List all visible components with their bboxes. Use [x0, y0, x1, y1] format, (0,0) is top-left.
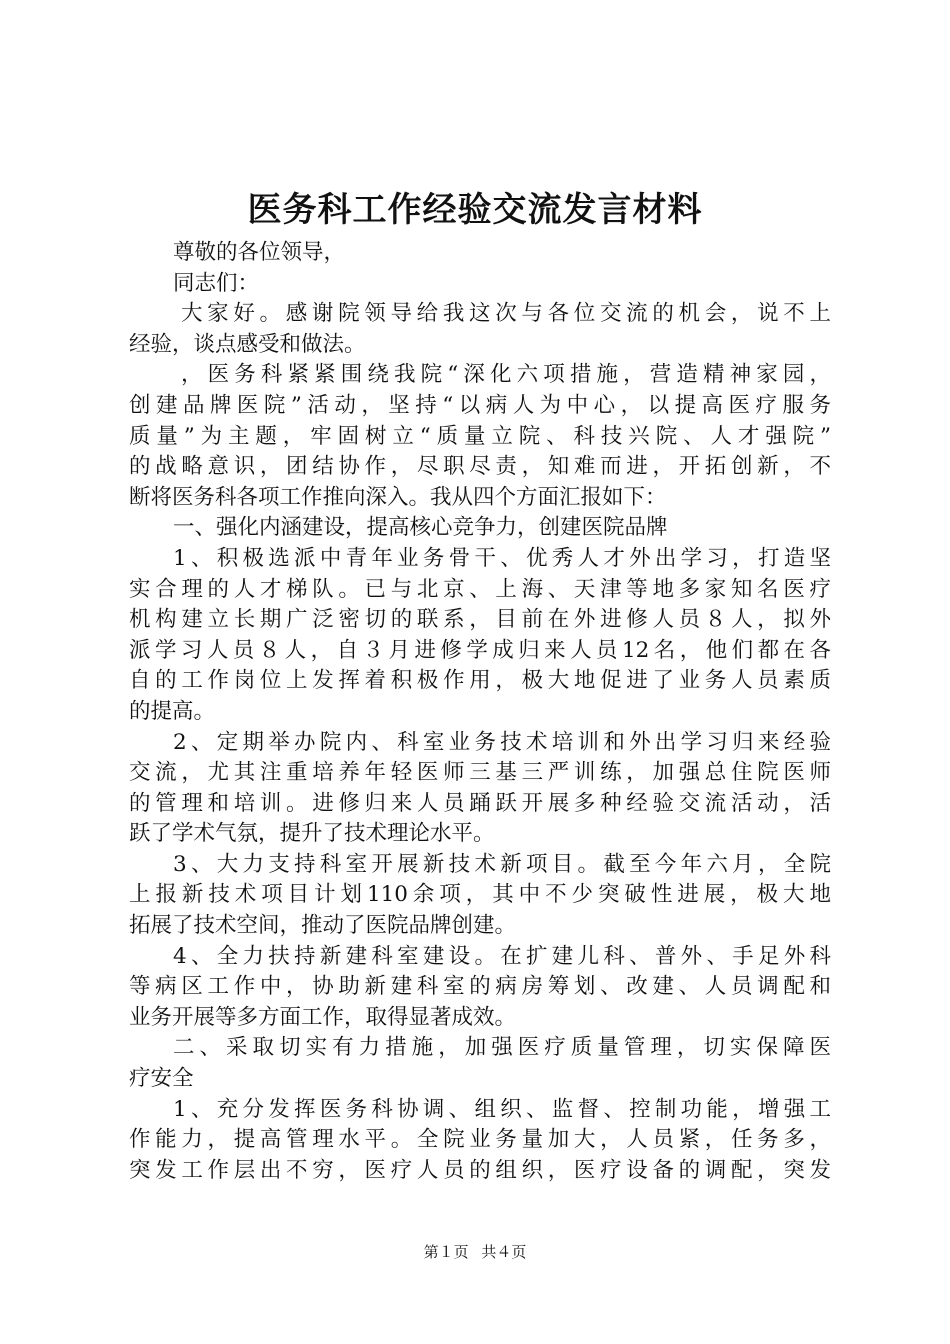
paragraph-line: 质量”为主题，牢固树立“质量立院、科技兴院、人才强院” [129, 423, 831, 449]
paragraph-line: 的提高。 [129, 698, 216, 724]
salutation-line: 尊敬的各位领导， [173, 240, 346, 265]
paragraph-line: 上报新技术项目计划110余项，其中不少突破性进展，极大地 [129, 882, 831, 908]
paragraph-line: 经验，谈点感受和做法。 [129, 331, 366, 357]
paragraph-line: 创建品牌医院”活动，坚持“以病人为中心，以提高医疗服务 [129, 392, 831, 418]
paragraph-line: 作能力，提高管理水平。全院业务量加大，人员紧，任务多， [129, 1127, 831, 1153]
paragraph-line: 大家好。感谢院领导给我这次与各位交流的机会，说不上 [181, 301, 831, 327]
paragraph-line: 突发工作层出不穷，医疗人员的组织，医疗设备的调配，突发 [129, 1157, 831, 1183]
paragraph-line: ，医务科紧紧围绕我院“深化六项措施，营造精神家园， [181, 362, 831, 388]
section-heading: 一、强化内涵建设，提高核心竞争力，创建医院品牌 [173, 515, 668, 541]
paragraph-line: 4、全力扶持新建科室建设。在扩建儿科、普外、手足外科 [173, 943, 831, 969]
paragraph-line: 机构建立长期广泛密切的联系，目前在外进修人员８人，拟外 [129, 607, 831, 633]
paragraph-line: 实合理的人才梯队。已与北京、上海、天津等地多家知名医疗 [129, 576, 831, 602]
paragraph-line: 1、积极选派中青年业务骨干、优秀人才外出学习，打造坚 [173, 545, 831, 571]
paragraph-line: 断将医务科各项工作推向深入。我从四个方面汇报如下： [129, 484, 667, 510]
paragraph-line: 2、定期举办院内、科室业务技术培训和外出学习归来经验 [173, 729, 831, 755]
paragraph-line: 业务开展等多方面工作，取得显著成效。 [129, 1004, 517, 1030]
paragraph-line: 3、大力支持科室开展新技术新项目。截至今年六月，全院 [173, 851, 831, 877]
salutation-line: 同志们： [173, 270, 260, 296]
paragraph-line: 的管理和培训。进修归来人员踊跃开展多种经验交流活动，活 [129, 790, 831, 816]
paragraph-line: 的战略意识，团结协作，尽职尽责，知难而进，开拓创新，不 [129, 454, 831, 480]
paragraph-line: 等病区工作中，协助新建科室的病房筹划、改建、人员调配和 [129, 974, 831, 1000]
paragraph-line: 自的工作岗位上发挥着积极作用，极大地促进了业务人员素质 [129, 668, 831, 694]
paragraph-line: 交流，尤其注重培养年轻医师三基三严训练，加强总住院医师 [129, 760, 831, 786]
document-body [129, 238, 831, 1186]
page-total: 共４页 [481, 1243, 527, 1261]
document-title: 医务科工作经验交流发言材料 [247, 190, 703, 230]
paragraph-line: 1、充分发挥医务科协调、组织、监督、控制功能，增强工 [173, 1096, 831, 1122]
paragraph-line: 拓展了技术空间，推动了医院品牌创建。 [129, 913, 517, 939]
section-heading: 二、采取切实有力措施，加强医疗质量管理，切实保障医 [173, 1035, 831, 1061]
page-footer [0, 1242, 950, 1262]
paragraph-line: 跃了学术气氛，提升了技术理论水平。 [129, 821, 495, 847]
section-heading: 疗安全 [129, 1066, 194, 1092]
paragraph-line: 派学习人员８人，自３月进修学成归来人员12名，他们都在各 [129, 637, 831, 663]
page-number: 第１页 [423, 1243, 469, 1261]
